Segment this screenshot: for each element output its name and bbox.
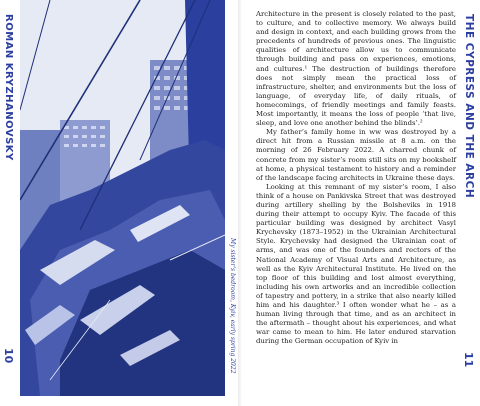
page-number-left: 10: [2, 348, 15, 364]
page-number-right: 11: [462, 352, 475, 368]
destroyed-building-photo: [20, 0, 225, 396]
paragraph-2: My father’s family home in ww was destroyed by a direct hit from a Russian missile at 8 a.m. on the morning of 26 February 2022. A charred chunk of concrete from my sister’s room still sits on my bookshelf at home, a physical testament to history and a reminder of the landscape facing architects in Ukraine these days.: [256, 128, 456, 182]
running-head-author: ROMAN KRYZHANOVSKY: [3, 14, 14, 161]
running-head-title: THE CYPRESS AND THE ARCH: [463, 14, 475, 199]
book-gutter: [238, 0, 242, 406]
body-text: [256, 10, 456, 402]
paragraph-3: Looking at this remnant of my sister’s room, I also think of a house on Pankivska Street that was destroyed during artillery shelling by the Bolsheviks in 1918 during their attempt to occupy Kyiv. The facade of this particular building was designed by architect Vasyl Krychevsky (1873–1952) in the Ukrainian Architectural Style. Krychevsky had designed the Ukrainian coat of arms, and was one of the founders and rectors of the National Academy of Visual Arts and Architecture, as well as the Kyiv Architectural Institute. He lived on the top floor of this building and lost almost everything, including his own artworks and an incredible collection of tapestry and pottery, in a strike that also nearly killed him and his daughter.³ I often wonder what he – as a human living through that time, and as an architect in the aftermath – thought about his experiences, and what war came to mean to him. He later endured starvation during the German occupation of Kyiv in: [256, 182, 456, 346]
paragraph-1: Architecture in the present is closely related to the past, to culture, and to collective memory. We always build and design in context, and each building grows from the precedents of hundreds of previous ones. The linguistic qualities of architecture allow us to communicate through building and pass on experiences, emotions, and cultures.¹ The destruction of buildings therefore does not simply mean the practical loss of infrastructure, shelter, and environments but the loss of language, of everyday life, of daily rituals, of homecomings, of friendly meetings and family feasts. Most importantly, it means the loss of people ‘that live, sleep, and love one another behind the blinds’.²: [256, 10, 456, 128]
photo-caption: My sister's bedroom, Kyiv, early spring 2022: [229, 238, 236, 374]
